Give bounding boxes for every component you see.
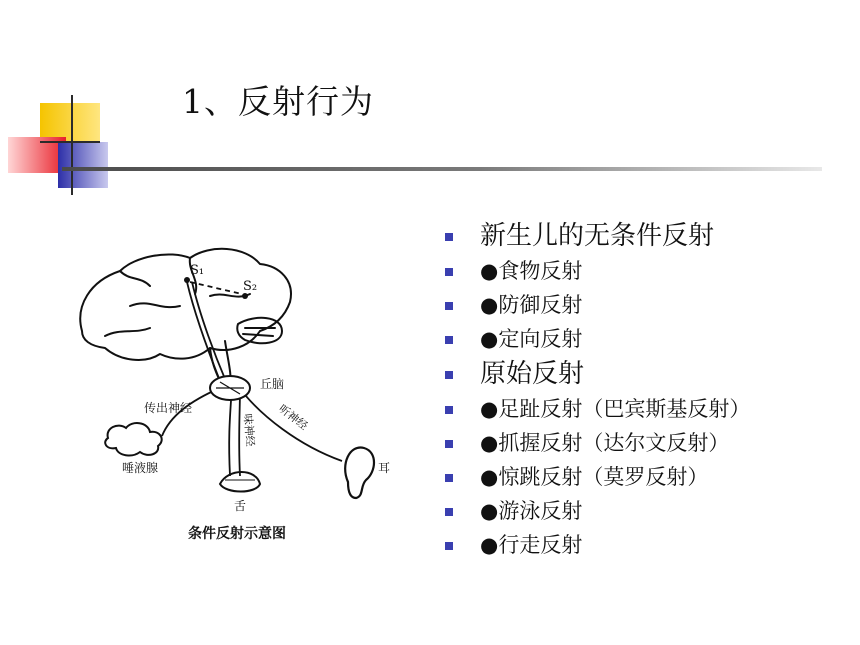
- list-item: [445, 254, 845, 288]
- salivary-gland: [105, 423, 162, 455]
- bullet-text: ●防御反射: [480, 293, 583, 317]
- list-item: [445, 528, 845, 562]
- label-hypothalamus: 丘脑: [260, 377, 285, 391]
- list-item: [445, 356, 845, 392]
- bullet-square-icon: [445, 508, 453, 516]
- bullet-square-icon: [445, 302, 453, 310]
- list-item: [445, 322, 845, 356]
- bullet-text: ●抓握反射（达尔文反射）: [480, 431, 730, 455]
- list-item: [445, 494, 845, 528]
- label-ear: 耳: [378, 461, 391, 475]
- bullet-text: ●足趾反射（巴宾斯基反射）: [480, 397, 751, 421]
- bullet-square-icon: [445, 336, 453, 344]
- blue-block: [58, 142, 108, 188]
- label-s1: S₁: [190, 263, 205, 278]
- list-item: [445, 426, 845, 460]
- bullet-text: ●行走反射: [480, 533, 583, 557]
- label-efferent-nerve: 传出神经: [144, 401, 193, 415]
- bullet-text: ●定向反射: [480, 327, 583, 351]
- list-item: [445, 218, 845, 254]
- slide-title: 1、反射行为: [182, 82, 374, 121]
- conditioned-reflex-diagram: [60, 236, 400, 556]
- bullet-text: ●惊跳反射（莫罗反射）: [480, 465, 709, 489]
- efferent-pathway: [187, 282, 222, 386]
- bullet-square-icon: [445, 542, 453, 550]
- label-auditory-nerve: 听神经: [276, 402, 311, 433]
- bullet-square-icon: [445, 474, 453, 482]
- bullet-square-icon: [445, 406, 453, 414]
- bullet-text: ●游泳反射: [480, 499, 583, 523]
- label-s2: S₂: [243, 279, 258, 294]
- bullet-square-icon: [445, 268, 453, 276]
- bullet-text: 原始反射: [480, 359, 585, 389]
- bullet-square-icon: [445, 233, 453, 241]
- bullet-text: 新生儿的无条件反射: [480, 221, 715, 251]
- figure-caption: 条件反射示意图: [188, 526, 286, 542]
- list-item: [445, 392, 845, 426]
- list-item: [445, 288, 845, 322]
- list-item: [445, 460, 845, 494]
- ear: [345, 447, 374, 498]
- label-salivary-gland: 唾液腺: [122, 461, 159, 475]
- s1-s2-link: [190, 282, 242, 294]
- bullet-square-icon: [445, 440, 453, 448]
- label-taste-nerve: 味神经: [241, 413, 257, 448]
- bullet-square-icon: [445, 371, 453, 379]
- title-underline: [62, 167, 822, 171]
- bullet-text: ●食物反射: [480, 259, 583, 283]
- bullet-list: [445, 218, 845, 562]
- label-tongue: 舌: [234, 499, 247, 513]
